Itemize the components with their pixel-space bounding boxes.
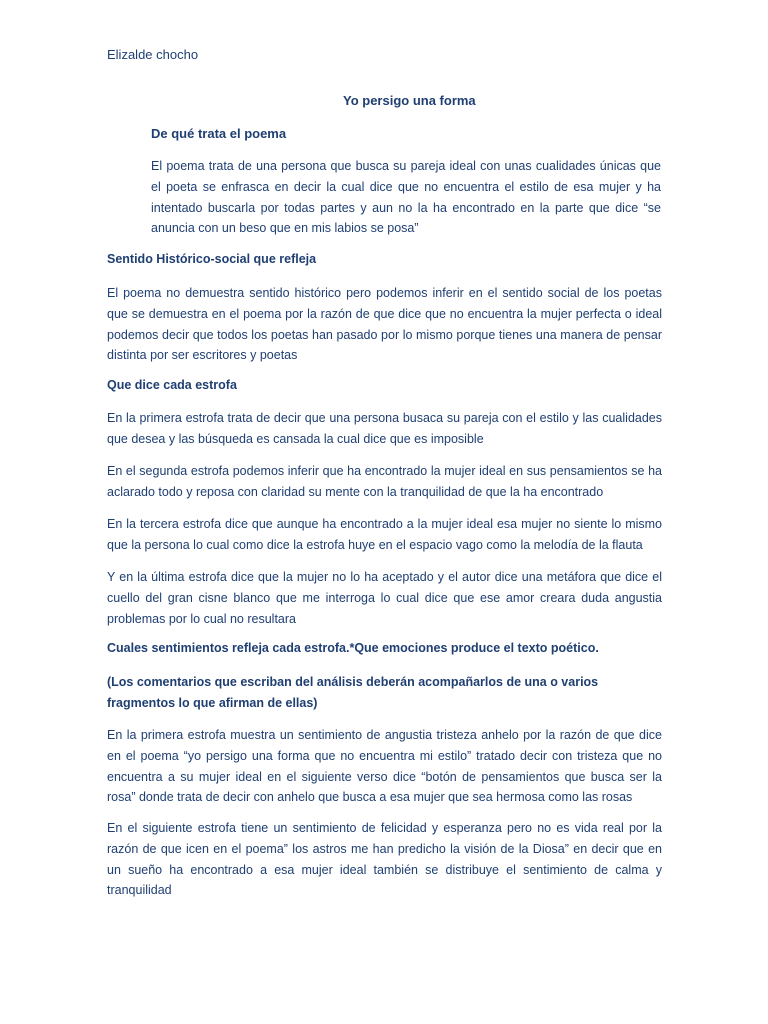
section-heading-sentido-historico: Sentido Histórico-social que refleja xyxy=(107,252,317,266)
paragraph-estrofa-1: En la primera estrofa trata de decir que una persona busaca su pareja con el estilo y las cualidades que desea y las búsqueda es cansada la cual dice que es imposible xyxy=(107,411,662,446)
document-title: Yo persigo una forma xyxy=(343,93,476,108)
paragraph-sentimientos-1: En la primera estrofa muestra un sentimiento de angustia tristeza anhelo por la razón de que dice en el poema “yo persigo una forma que no encuentra mi estilo” tratado decir con tristeza que no encuentra a su mujer ideal en el siguiente verso dice “botón de pensamientos que busca ser la rosa” donde trata de decir con anhelo que busca a esa mujer que sea hermosa como las rosas xyxy=(107,728,662,805)
paragraph-sentido-historico: El poema no demuestra sentido histórico pero podemos inferir en el sentido social de los poetas que se demuestra en el poema por la razón de que dice que no encuentra la mujer perfecta o ideal podemos decir que todos los poetas han pasado por lo mismo porque tienes una manera de pensar distinta por ser escritores y poetas xyxy=(107,286,662,363)
section-heading-sentimientos: Cuales sentimientos refleja cada estrofa.*Que emociones produce el texto poético. xyxy=(107,641,599,655)
paragraph-estrofa-4: Y en la última estrofa dice que la mujer no lo ha aceptado y el autor dice una metáfora que dice el cuello del gran cisne blanco que me interroga lo cual dice que ese amor creara duda angustia problemas por lo cual no resultara xyxy=(107,570,662,626)
section-note-comentarios: (Los comentarios que escriban del análisis deberán acompañarlos de una o varios fragmentos lo que afirman de ellas) xyxy=(107,675,599,710)
paragraph-sentimientos-2: En el siguiente estrofa tiene un sentimiento de felicidad y esperanza pero no es vida real por la razón de que icen en el poema” los astros me han predicho la visión de la Diosa” en decir que en un sueño ha encontrado a esa mujer ideal también se distribuye el sentimiento de calma y tranquilidad xyxy=(107,821,662,898)
paragraph-estrofa-2: En el segunda estrofa podemos inferir que ha encontrado la mujer ideal en sus pensamientos se ha aclarado todo y reposa con claridad su mente con la tranquilidad de que la ha encontrado xyxy=(107,464,662,499)
paragraph-estrofa-3: En la tercera estrofa dice que aunque ha encontrado a la mujer ideal esa mujer no siente lo mismo que la persona lo cual como dice la estrofa huye en el espacio vago como la melodía de la flauta xyxy=(107,517,662,552)
paragraph-tema: El poema trata de una persona que busca su pareja ideal con unas cualidades únicas que el poeta se enfrasca en decir la cual dice que no encuentra el estilo de esa mujer y ha intentado buscarla por todas partes y aun no la ha encontrado en la parte que dice “se anuncia con un beso que en mis labios se posa” xyxy=(151,159,661,236)
section-heading-tema: De qué trata el poema xyxy=(151,126,287,141)
section-heading-estrofas: Que dice cada estrofa xyxy=(107,378,237,392)
author-name: Elizalde chocho xyxy=(107,47,199,62)
